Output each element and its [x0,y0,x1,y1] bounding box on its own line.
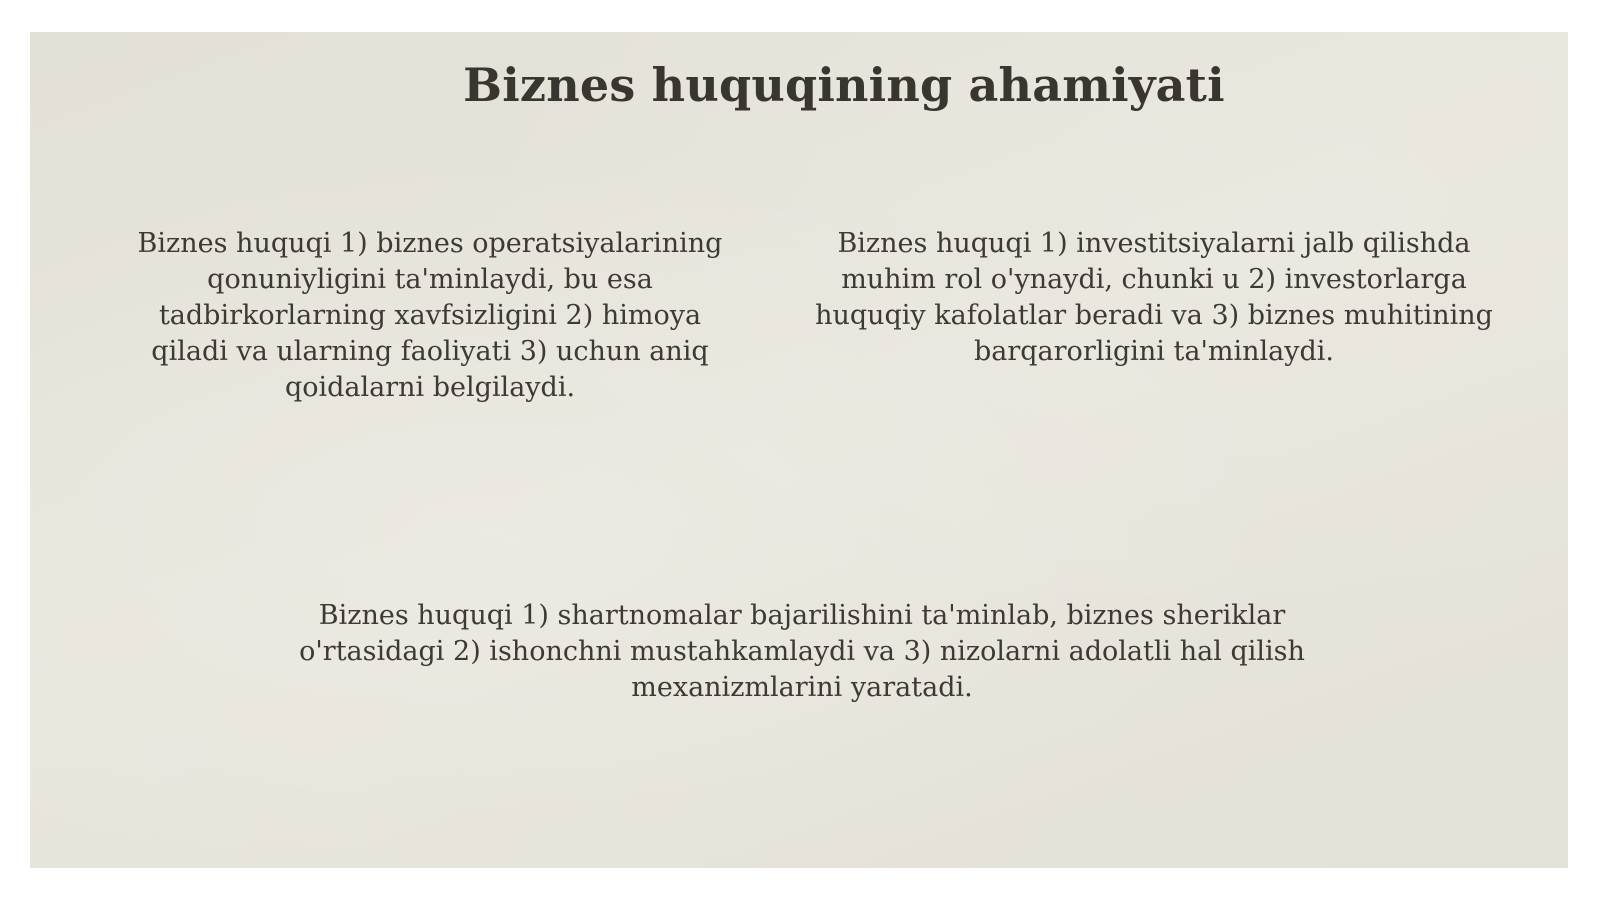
slide [30,32,1568,868]
slide-title: Biznes huquqining ahamiyati [463,58,1225,112]
paragraph-legality: Biznes huquqi 1) biznes operatsiyalarining qonuniyligini ta'minlaydi, bu esa tadbirkorlarning xavfsizligini 2) himoya qiladi va ularning faoliyati 3) uchun aniq qoidalarni belgilaydi. [137,228,723,403]
paragraph-contracts: Biznes huquqi 1) shartnomalar bajarilishini ta'minlab, biznes sheriklar o'rtasidagi 2) ishonchni mustahkamlaydi va 3) nizolarni adolatli hal qilish mexanizmlarini yaratadi. [299,600,1305,703]
paragraph-investments: Biznes huquqi 1) investitsiyalarni jalb qilishda muhim rol o'ynaydi, chunki u 2) investorlarga huquqiy kafolatlar beradi va 3) biznes muhitining barqarorligini ta'minlaydi. [815,228,1493,367]
